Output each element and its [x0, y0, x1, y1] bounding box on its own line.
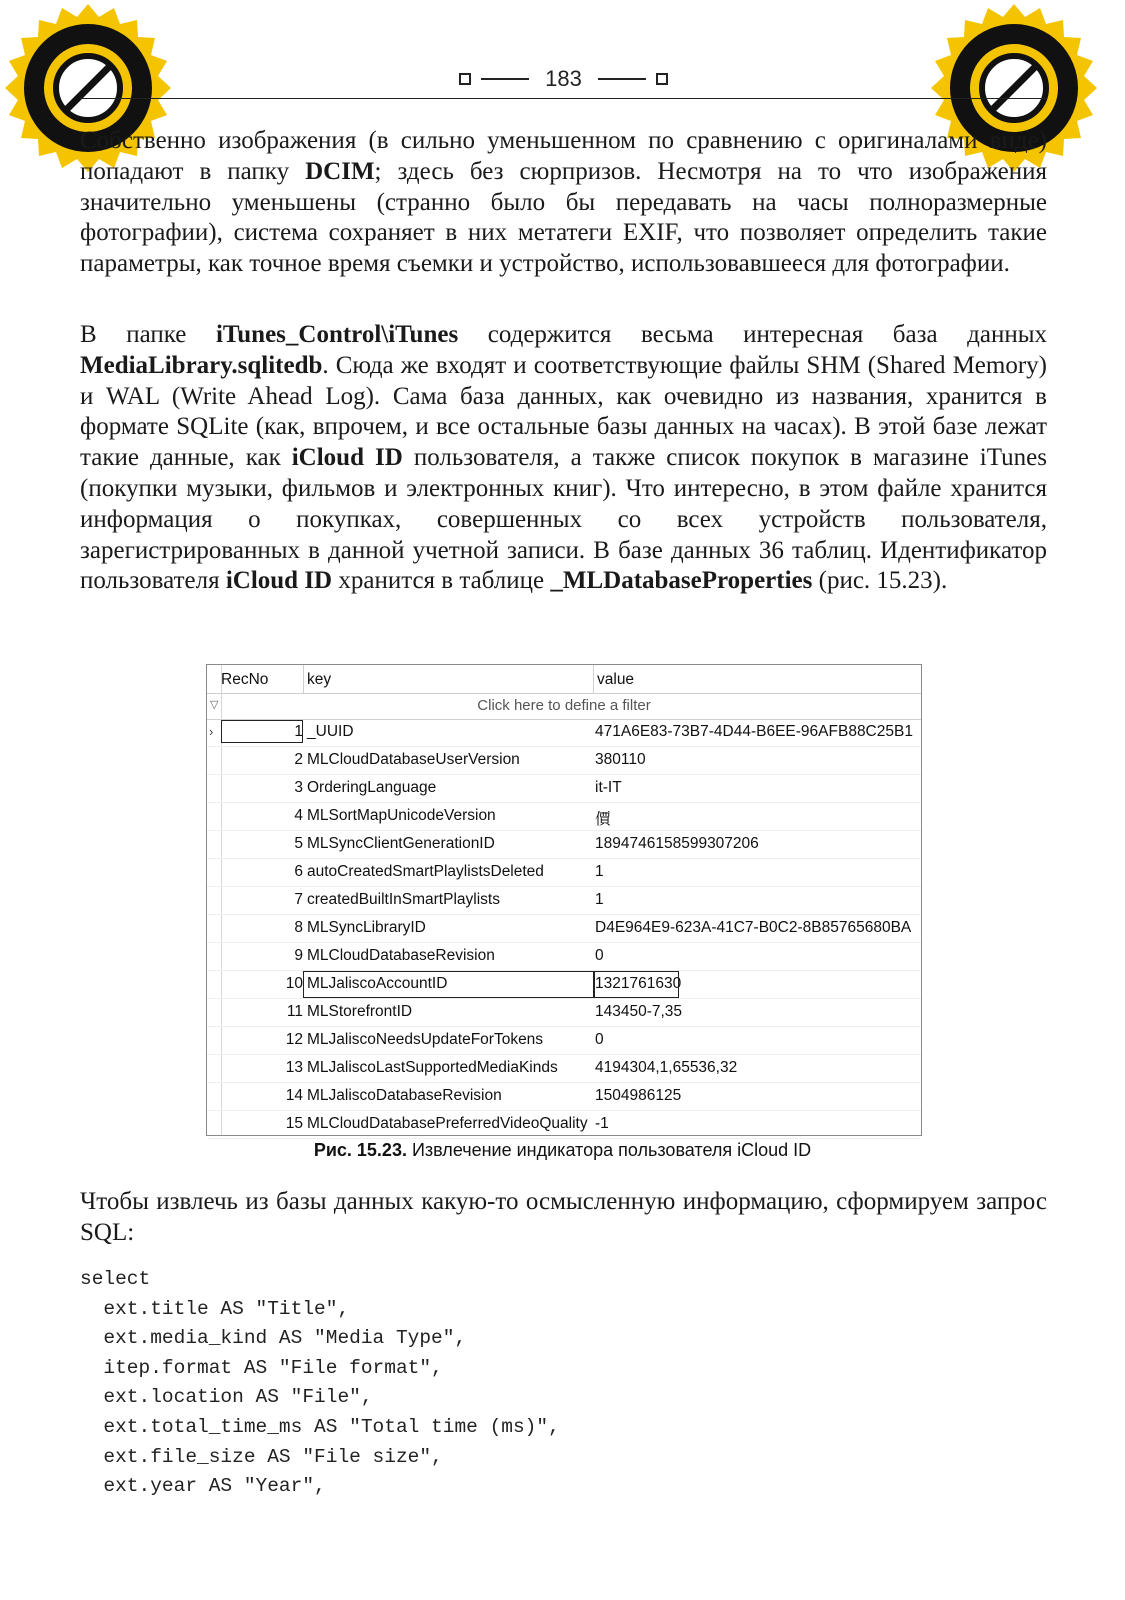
text-run: содержится весьма интересная база данных: [458, 321, 1047, 348]
text-run: ; здесь без сюрпризов. Несмотря на то что изображения значительно уменьшены (странно было бы передавать на часы полноразмерные фотографии), система сохраняет в них метатеги EXIF, что позволяет определить такие параметры, как точное время съемки и устройство, использовавшееся для фотографии.: [80, 157, 1047, 278]
table-row[interactable]: [207, 1083, 921, 1111]
code-line: ext.file_size AS "File size",: [80, 1445, 443, 1468]
header-box-left: [459, 73, 471, 85]
bold-term: iCloud ID: [291, 444, 403, 472]
caption-label: Рис. 15.23.: [313, 1140, 407, 1160]
cell-recno[interactable]: 7: [294, 891, 303, 908]
cell-recno[interactable]: 2: [294, 751, 303, 768]
cell-recno[interactable]: 11: [286, 1003, 303, 1020]
text-run: (рис. 15.23).: [812, 567, 948, 595]
cell-recno[interactable]: 8: [294, 919, 303, 936]
grid-header: [207, 665, 921, 694]
cell-value[interactable]: 1321761630: [595, 975, 682, 992]
cell-key[interactable]: MLJaliscoNeedsUpdateForTokens: [307, 1031, 544, 1048]
filter-hint: Click here to define a filter: [477, 697, 651, 714]
bold-term: _MLDatabaseProperties: [550, 567, 813, 595]
table-row[interactable]: [207, 1111, 921, 1139]
code-line: ext.total_time_ms AS "Total time (ms)",: [80, 1415, 560, 1438]
account-id-highlight-box: [303, 971, 682, 998]
table-row[interactable]: [207, 1055, 921, 1083]
code-line: ext.media_kind AS "Media Type",: [80, 1327, 467, 1350]
cell-value[interactable]: 4194304,1,65536,32: [595, 1059, 738, 1076]
text-run: пользователя, а также список покупок в магазине iTunes (покупки музыки, фильмов и электронных книг). Что интересно, в этом файле хранится информация о покупках, совершенных со всех устройств пользователя, зарегистрированных в данной учетной записи. В базе данных 36 таблиц. Идентификатор пользователя: [80, 444, 1047, 595]
table-row[interactable]: [207, 859, 921, 887]
bold-term: MediaLibrary.sqlitedb: [80, 351, 323, 379]
cell-value[interactable]: it-IT: [595, 779, 622, 796]
column-separator[interactable]: [593, 665, 594, 693]
cell-recno[interactable]: 15: [285, 1115, 303, 1132]
table-row[interactable]: [207, 831, 921, 859]
column-header-key[interactable]: key: [307, 671, 332, 688]
cell-key[interactable]: MLJaliscoLastSupportedMediaKinds: [307, 1059, 558, 1076]
table-row[interactable]: [207, 803, 921, 831]
cell-recno[interactable]: 9: [294, 947, 303, 964]
cell-key[interactable]: MLSyncLibraryID: [307, 919, 426, 936]
text-run: Чтобы извлечь из базы данных какую-то осмысленную информацию, сформируем запрос SQL:: [80, 1188, 1047, 1246]
cell-value[interactable]: 471A6E83-73B7-4D44-B6EE-96AFB88C25B1: [595, 723, 913, 740]
highlight-divider: [593, 971, 595, 998]
table-row[interactable]: [207, 971, 921, 999]
grid-rows: [207, 719, 921, 1139]
cell-key[interactable]: MLSortMapUnicodeVersion: [307, 807, 496, 824]
cell-recno[interactable]: 3: [294, 779, 303, 796]
figure-data-grid: [206, 664, 922, 1136]
cell-recno[interactable]: 1: [294, 723, 303, 740]
cell-key[interactable]: MLSyncClientGenerationID: [307, 835, 495, 852]
cell-key[interactable]: MLCloudDatabasePreferredVideoQuality: [307, 1115, 588, 1132]
table-row[interactable]: [207, 719, 921, 747]
paragraph-dcim: [80, 126, 1047, 280]
table-row[interactable]: [207, 775, 921, 803]
cell-recno[interactable]: 10: [285, 975, 303, 992]
funnel-icon: ▽: [210, 699, 219, 711]
header-line-left: [481, 78, 529, 80]
text-run: . Сюда же входят и соответствующие файлы SHM (Shared Memory) и WAL (Write Ahead Log). Сама база данных, как очевидно из названия, хранится в формате SQLite (как, впрочем, и все остальные базы данных на часах). В этой базе лежат такие данные, как: [80, 351, 1047, 472]
cell-value[interactable]: 0: [595, 947, 604, 964]
cell-key[interactable]: MLStorefrontID: [307, 1003, 413, 1020]
table-row[interactable]: [207, 943, 921, 971]
cell-value[interactable]: 價: [595, 811, 611, 828]
table-row[interactable]: [207, 887, 921, 915]
cell-key[interactable]: OrderingLanguage: [307, 779, 437, 796]
cell-value[interactable]: D4E964E9-623A-41C7-B0C2-8B85765680BA: [595, 919, 912, 936]
page-header: [80, 64, 1047, 99]
cell-value[interactable]: 1: [595, 891, 604, 908]
cell-value[interactable]: -1: [595, 1115, 609, 1132]
cell-key[interactable]: createdBuiltInSmartPlaylists: [307, 891, 500, 908]
cell-recno[interactable]: 5: [294, 835, 303, 852]
table-row[interactable]: [207, 747, 921, 775]
code-line: select: [80, 1268, 151, 1290]
cell-value[interactable]: 0: [595, 1031, 604, 1048]
filter-row[interactable]: [207, 693, 921, 720]
caption-text: Извлечение индикатора пользователя iCloud ID: [406, 1140, 812, 1160]
column-header-recno[interactable]: RecNo: [221, 671, 269, 688]
text-run: хранится в таблице: [332, 567, 551, 595]
bold-term: DCIM: [305, 157, 375, 185]
cell-key[interactable]: MLJaliscoDatabaseRevision: [307, 1087, 502, 1104]
current-row-pointer-icon: ›: [209, 724, 214, 739]
text-run: Собственно изображения (в сильно уменьшенном по сравнению с оригиналами виде) попадают в папку: [80, 127, 1047, 185]
cell-key[interactable]: MLCloudDatabaseRevision: [307, 947, 495, 964]
cell-key[interactable]: autoCreatedSmartPlaylistsDeleted: [307, 863, 544, 880]
table-row[interactable]: [207, 1027, 921, 1055]
cell-value[interactable]: 1504986125: [595, 1087, 682, 1104]
code-line: itep.format AS "File format",: [80, 1356, 443, 1379]
code-line: ext.year AS "Year",: [80, 1475, 326, 1498]
paragraph-sql-intro: [80, 1187, 1047, 1249]
header-ornament: [80, 66, 1047, 92]
column-separator[interactable]: [303, 665, 304, 693]
cell-recno[interactable]: 13: [285, 1059, 303, 1076]
table-row[interactable]: [207, 999, 921, 1027]
header-box-right: [656, 73, 668, 85]
cell-recno[interactable]: 12: [285, 1031, 303, 1048]
code-line: ext.location AS "File",: [80, 1386, 373, 1409]
cell-value[interactable]: 143450-7,35: [595, 1003, 683, 1020]
cell-value[interactable]: 380110: [595, 751, 646, 768]
text-run: В папке: [80, 321, 216, 348]
cell-key[interactable]: MLJaliscoAccountID: [307, 975, 448, 992]
figure-caption: [0, 1140, 1125, 1161]
code-line: ext.title AS "Title",: [80, 1297, 350, 1320]
cell-value[interactable]: 1: [595, 863, 604, 880]
bold-term: iCloud ID: [225, 567, 333, 595]
sql-code-listing: [80, 1265, 560, 1502]
bold-term: iTunes_Control\iTunes: [215, 321, 459, 348]
cell-key[interactable]: MLCloudDatabaseUserVersion: [307, 751, 520, 768]
cell-recno[interactable]: 4: [294, 807, 303, 824]
header-line-right: [598, 78, 646, 80]
table-row[interactable]: [207, 915, 921, 943]
cell-recno[interactable]: 14: [285, 1087, 303, 1104]
cell-key[interactable]: _UUID: [307, 723, 354, 740]
column-header-value[interactable]: value: [597, 671, 635, 688]
paragraph-medialibrary: [80, 320, 1047, 597]
cell-value[interactable]: 1894746158599307206: [595, 835, 759, 852]
cell-recno[interactable]: 6: [294, 863, 303, 880]
page-number: 183: [545, 66, 582, 91]
